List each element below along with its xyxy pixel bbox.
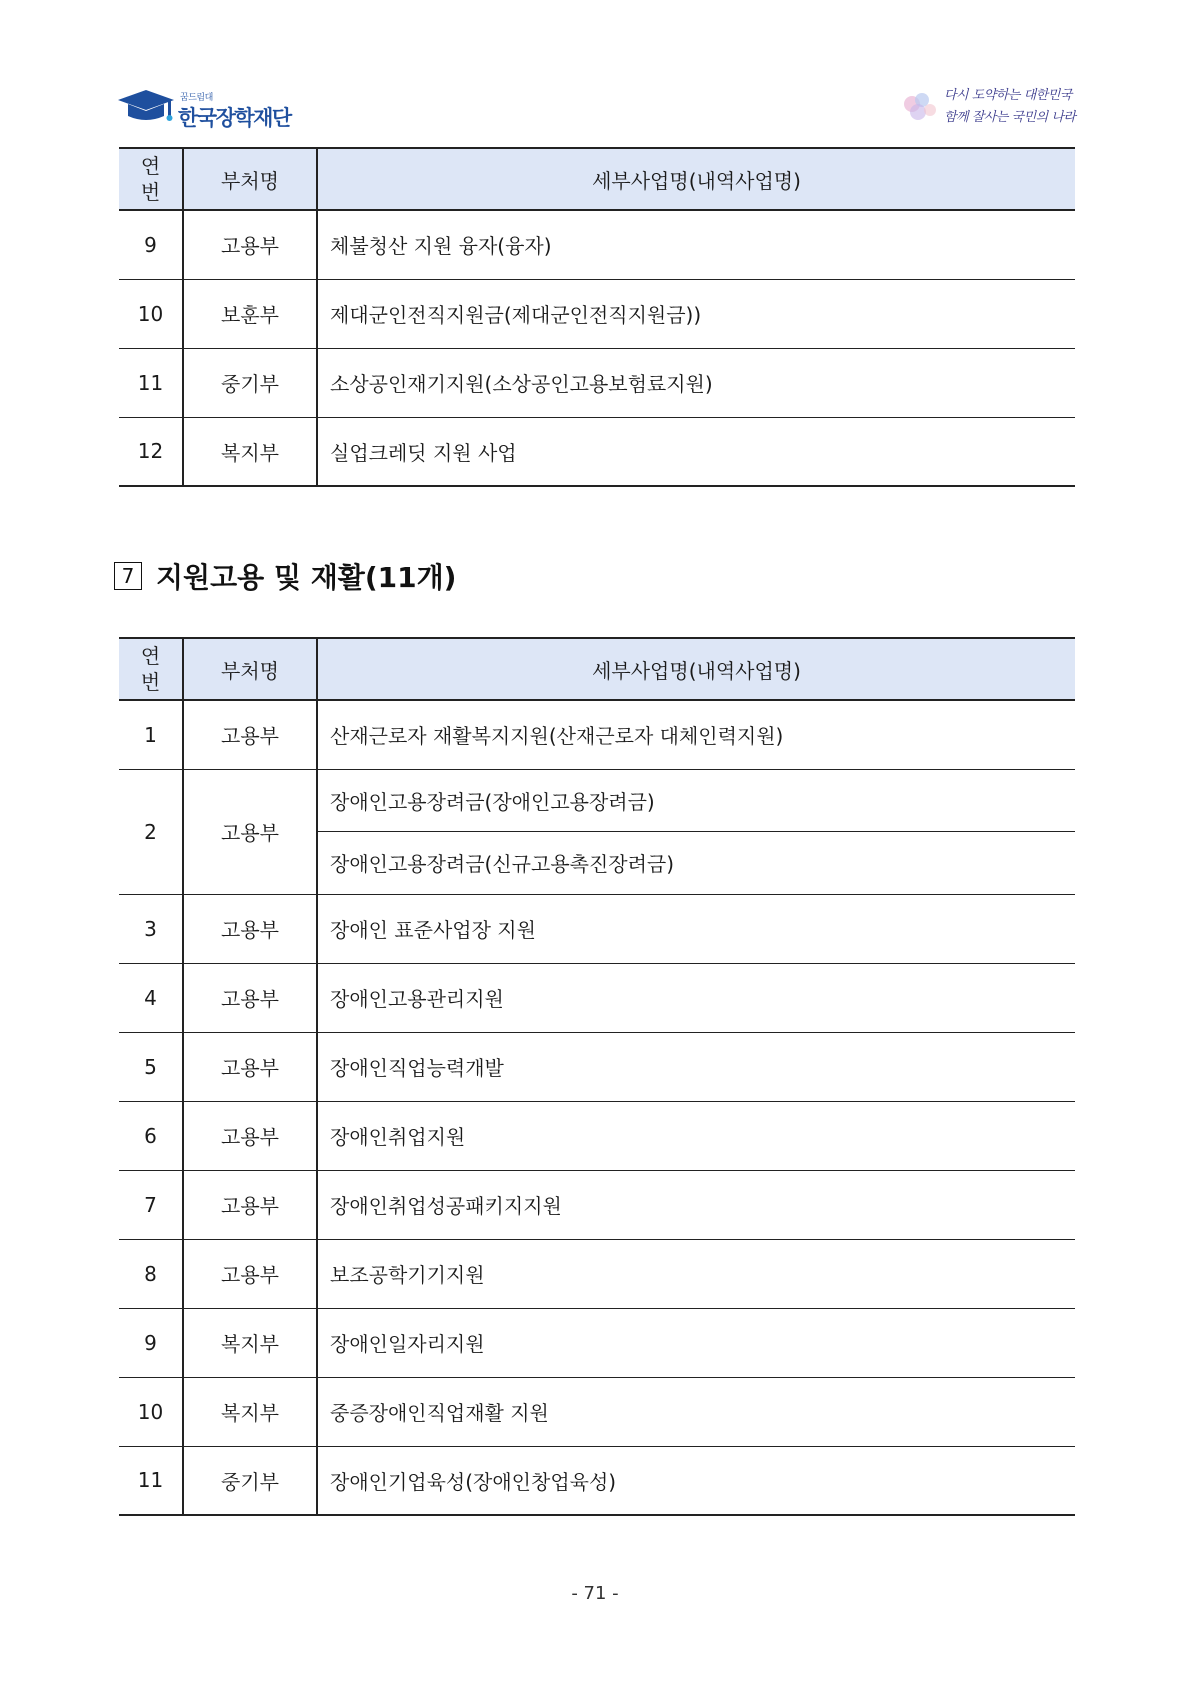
column-header-program: 세부사업명(내역사업명) [317,148,1075,210]
row-department: 고용부 [183,1170,317,1239]
row-department: 보훈부 [183,279,317,348]
logo-small-text: 꿈드림대 [180,93,213,103]
row-program: 산재근로자 재활복지지원(산재근로자 대체인력지원) [317,700,1075,769]
row-number: 9 [119,1308,183,1377]
row-number: 9 [119,210,183,279]
slogan-line-2: 함께 잘사는 국민의 나라 [944,110,1076,125]
section-heading [114,556,456,592]
table-row [119,210,1075,279]
row-program: 장애인취업지원 [317,1101,1075,1170]
page-number: - 71 - [571,1583,619,1604]
government-slogan [900,82,1090,132]
row-program: 장애인취업성공패키지지원 [317,1170,1075,1239]
table-row [119,894,1075,963]
table-row [119,1101,1075,1170]
row-program: 장애인 표준사업장 지원 [317,894,1075,963]
program-table-supported-employment [119,637,1075,1516]
table-row [119,1239,1075,1308]
row-number: 10 [119,279,183,348]
row-program: 소상공인재기지원(소상공인고용보험료지원) [317,348,1075,417]
table-row [119,769,1075,831]
column-header-number: 연 번 [119,148,183,210]
table-row [119,963,1075,1032]
row-program: 제대군인전직지원금(제대군인전직지원금)) [317,279,1075,348]
row-number: 8 [119,1239,183,1308]
row-program: 체불청산 지원 융자(융자) [317,210,1075,279]
row-program: 장애인일자리지원 [317,1308,1075,1377]
row-program: 중증장애인직업재활 지원 [317,1377,1075,1446]
column-header-program: 세부사업명(내역사업명) [317,638,1075,700]
row-department: 고용부 [183,963,317,1032]
row-department: 중기부 [183,348,317,417]
row-number: 6 [119,1101,183,1170]
row-department: 고용부 [183,894,317,963]
program-table-continued [119,147,1075,487]
row-program-sub-b: 장애인고용장려금(신규고용촉진장려금) [317,831,1075,894]
table-row [119,417,1075,486]
row-department: 고용부 [183,1032,317,1101]
row-program: 보조공학기기지원 [317,1239,1075,1308]
row-program: 실업크레딧 지원 사업 [317,417,1075,486]
table-header-row [119,638,1075,700]
slogan-line-1: 다시 도약하는 대한민국 [944,88,1072,103]
row-number: 11 [119,1446,183,1515]
table-row [119,348,1075,417]
table-row [119,1446,1075,1515]
row-department: 중기부 [183,1446,317,1515]
row-number: 10 [119,1377,183,1446]
graduation-cap-icon [116,88,176,128]
row-number: 5 [119,1032,183,1101]
row-program-sub-a: 장애인고용장려금(장애인고용장려금) [317,769,1075,831]
table-row [119,1032,1075,1101]
row-department: 고용부 [183,700,317,769]
row-department: 복지부 [183,1377,317,1446]
row-department: 복지부 [183,417,317,486]
column-header-department: 부처명 [183,638,317,700]
row-number: 1 [119,700,183,769]
row-number: 4 [119,963,183,1032]
table-header-row [119,148,1075,210]
row-number: 12 [119,417,183,486]
table-row [119,700,1075,769]
row-department: 복지부 [183,1308,317,1377]
foundation-logo [116,88,306,132]
table-row [119,1170,1075,1239]
logo-text: 한국장학재단 [178,106,291,130]
row-program: 장애인고용관리지원 [317,963,1075,1032]
row-department: 고용부 [183,1239,317,1308]
section-title-text: 지원고용 및 재활(11개) [156,561,457,594]
column-header-department: 부처명 [183,148,317,210]
slogan-flower-icon [900,90,942,126]
page-header [0,0,1190,140]
row-program: 장애인기업육성(장애인창업육성) [317,1446,1075,1515]
row-program: 장애인직업능력개발 [317,1032,1075,1101]
row-number: 7 [119,1170,183,1239]
table-row [119,279,1075,348]
section-number-box: 7 [114,562,142,590]
row-number: 3 [119,894,183,963]
row-number: 11 [119,348,183,417]
row-department: 고용부 [183,769,317,894]
row-number: 2 [119,769,183,894]
column-header-number: 연 번 [119,638,183,700]
row-department: 고용부 [183,210,317,279]
table-row [119,1377,1075,1446]
row-department: 고용부 [183,1101,317,1170]
table-row [119,1308,1075,1377]
